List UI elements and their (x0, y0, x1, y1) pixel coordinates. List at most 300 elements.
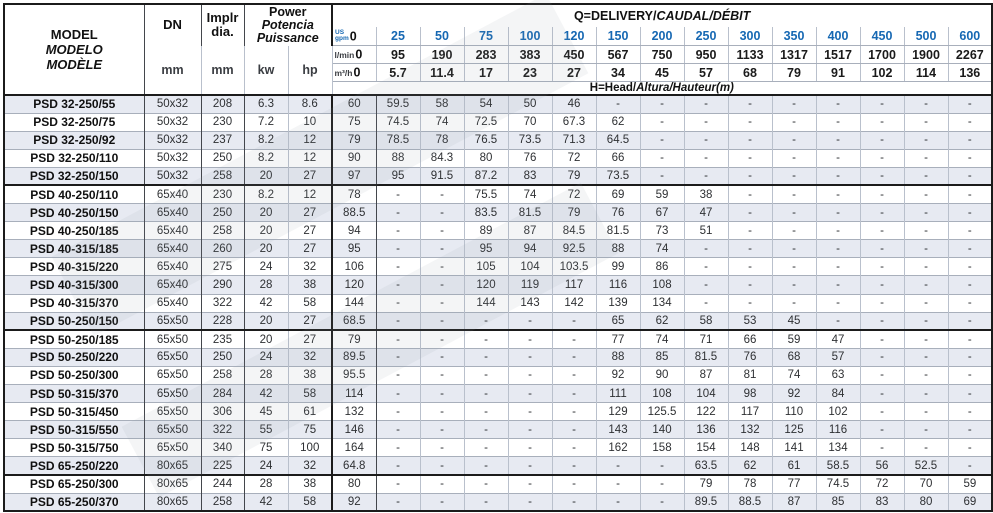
dn-cell: 50x32 (144, 167, 201, 185)
flow-unit-m3h (332, 64, 376, 82)
head-value-cell: - (376, 348, 420, 366)
head-value-cell: - (508, 457, 552, 475)
head-value-cell: - (816, 240, 860, 258)
head-value-cell: - (904, 403, 948, 421)
head-value-cell: - (967, 116, 972, 129)
head-value-cell: 92 (332, 493, 376, 511)
head-value-cell: - (420, 457, 464, 475)
head-value-cell: - (967, 441, 972, 454)
impeller-cell: 258 (201, 493, 244, 511)
head-value-cell: - (464, 330, 508, 348)
head-value-cell: - (948, 348, 992, 366)
head-value-cell: - (552, 493, 596, 511)
head-value-cell: 87 (508, 222, 552, 240)
model-cell: PSD 65-250/220 (4, 457, 144, 475)
head-value-cell: 61 (772, 457, 816, 475)
head-value-cell: 87.2 (464, 167, 508, 185)
head-value-cell: - (728, 240, 772, 258)
table-row (4, 204, 992, 222)
flow-m3h-col-25: 5.7 (376, 64, 420, 82)
head-value-cell: 72.5 (464, 113, 508, 131)
head-value-cell: - (772, 294, 816, 312)
head-value-cell: - (464, 421, 508, 439)
model-cell: PSD 32-250/55 (4, 95, 144, 113)
impeller-label-line1: Implr (206, 10, 239, 26)
kw-cell: 8.2 (244, 149, 288, 167)
flow-m3h-col-350: 79 (772, 64, 816, 82)
head-value-cell: - (904, 421, 948, 439)
head-value-cell: - (948, 167, 992, 185)
head-value-cell: - (816, 294, 860, 312)
head-value-cell: - (508, 493, 552, 511)
kw-cell: 24 (244, 258, 288, 276)
model-cell: PSD 65-250/300 (4, 475, 144, 493)
impeller-cell: 258 (201, 167, 244, 185)
head-value-cell: - (860, 113, 904, 131)
model-cell: PSD 50-250/150 (4, 312, 144, 330)
head-value-cell: - (904, 167, 948, 185)
head-value-cell: 98 (728, 385, 772, 403)
head-value-cell: - (508, 421, 552, 439)
head-value-cell: 50 (508, 95, 552, 113)
dn-cell: 50x32 (144, 95, 201, 113)
head-value-cell: - (640, 113, 684, 131)
head-value-cell: - (967, 333, 972, 346)
head-value-cell: - (860, 185, 904, 203)
dn-cell: 50x32 (144, 149, 201, 167)
head-value-cell: - (376, 475, 420, 493)
head-value-cell: - (728, 258, 772, 276)
head-value-cell: - (772, 113, 816, 131)
delivery-title-en: Q=DELIVERY/ (573, 9, 657, 23)
head-value-cell: - (376, 312, 420, 330)
head-value-cell: 122 (684, 403, 728, 421)
head-value-cell: 78.5 (376, 131, 420, 149)
head-value-cell: - (464, 403, 508, 421)
m3h-zero: 0 (353, 65, 361, 80)
delivery-title-intl: CAUDAL/DÉBIT (656, 9, 751, 23)
kw-cell: 28 (244, 366, 288, 384)
head-value-cell: 95.5 (332, 366, 376, 384)
head-value-cell: 64.8 (332, 457, 376, 475)
head-value-cell: 79 (332, 131, 376, 149)
kw-cell: 8.2 (244, 131, 288, 149)
head-value-cell: 81 (728, 366, 772, 384)
head-value-cell: - (640, 149, 684, 167)
head-value-cell: - (420, 185, 464, 203)
head-value-cell: 45 (772, 312, 816, 330)
model-cell: PSD 40-315/370 (4, 294, 144, 312)
lmin-zero: 0 (355, 47, 363, 62)
flow-gpm-col-75: 75 (464, 27, 508, 46)
head-value-cell: 83 (508, 167, 552, 185)
head-value-cell: 75 (332, 113, 376, 131)
head-value-cell: - (948, 457, 992, 475)
head-value-cell: - (376, 403, 420, 421)
head-value-cell: - (420, 258, 464, 276)
head-value-cell: 92 (596, 366, 640, 384)
head-value-cell: - (464, 366, 508, 384)
impeller-cell: 235 (201, 330, 244, 348)
head-value-cell: 77 (596, 330, 640, 348)
hp-label: hp (288, 46, 332, 96)
dn-cell: 80x65 (144, 475, 201, 493)
head-value-cell: - (860, 149, 904, 167)
head-value-cell: - (860, 385, 904, 403)
model-cell: PSD 65-250/370 (4, 493, 144, 511)
head-value-cell: 142 (552, 294, 596, 312)
head-value-cell: 85 (816, 493, 860, 511)
head-value-cell: 80 (332, 475, 376, 493)
power-label-es: Potencia (261, 17, 314, 32)
flow-m3h-col-400: 91 (816, 64, 860, 82)
table-row (4, 276, 992, 294)
head-value-cell: 83.5 (464, 204, 508, 222)
kw-cell: 8.2 (244, 185, 288, 203)
head-value-cell: - (684, 294, 728, 312)
impeller-label-line2: dia. (211, 24, 234, 40)
head-value-cell: - (376, 330, 420, 348)
kw-cell: 20 (244, 167, 288, 185)
head-value-cell: - (420, 240, 464, 258)
head-value-cell: 79 (552, 167, 596, 185)
head-value-cell: - (420, 403, 464, 421)
head-value-cell: - (420, 493, 464, 511)
head-value-cell: 88.5 (332, 204, 376, 222)
head-value-cell: - (860, 312, 904, 330)
table-body (4, 95, 992, 511)
head-value-cell: 70 (904, 475, 948, 493)
flow-unit-lmin (332, 46, 376, 64)
head-value-cell: 90 (332, 149, 376, 167)
head-value-cell: 65 (596, 312, 640, 330)
head-value-cell: 68 (772, 348, 816, 366)
power-label-en: Power (268, 4, 307, 19)
head-value-cell: 136 (684, 421, 728, 439)
dn-cell: 65x50 (144, 421, 201, 439)
model-cell: PSD 50-315/550 (4, 421, 144, 439)
table-row (4, 312, 992, 330)
head-value-cell: - (728, 113, 772, 131)
head-value-cell: - (552, 366, 596, 384)
model-cell: PSD 50-250/300 (4, 366, 144, 384)
head-value-cell: - (552, 348, 596, 366)
head-value-cell: - (684, 276, 728, 294)
head-value-cell: - (967, 369, 972, 382)
head-value-cell: - (420, 204, 464, 222)
flow-lmin-col-400: 1517 (816, 46, 860, 64)
head-value-cell: 125.5 (640, 403, 684, 421)
flow-lmin-col-450: 1700 (860, 46, 904, 64)
head-value-cell: - (860, 366, 904, 384)
head-value-cell: 78 (728, 475, 772, 493)
head-value-cell: 47 (684, 204, 728, 222)
impeller-cell: 208 (201, 95, 244, 113)
head-value-cell: - (684, 131, 728, 149)
dn-cell: 80x65 (144, 493, 201, 511)
hp-cell: 12 (288, 185, 332, 203)
head-value-cell: 143 (508, 294, 552, 312)
head-value-cell: - (904, 258, 948, 276)
head-value-cell: - (728, 294, 772, 312)
head-value-cell: 154 (684, 439, 728, 457)
head-value-cell: 158 (640, 439, 684, 457)
head-value-cell: 144 (332, 294, 376, 312)
head-value-cell: 148 (728, 439, 772, 457)
flow-lmin-col-200: 750 (640, 46, 684, 64)
head-value-cell: - (508, 475, 552, 493)
head-value-cell: 53 (728, 312, 772, 330)
dn-cell: 65x40 (144, 222, 201, 240)
impeller-cell: 275 (201, 258, 244, 276)
head-value-cell: - (816, 149, 860, 167)
gpm-zero: 0 (349, 29, 357, 44)
model-label-en: MODEL (50, 27, 98, 42)
head-value-cell: 76 (508, 149, 552, 167)
head-value-cell: - (904, 366, 948, 384)
head-value-cell: - (860, 330, 904, 348)
model-cell: PSD 40-250/150 (4, 204, 144, 222)
head-value-cell: - (904, 276, 948, 294)
column-header-power (244, 4, 332, 46)
head-value-cell: - (948, 204, 992, 222)
delivery-title (332, 4, 992, 27)
head-value-cell: - (420, 475, 464, 493)
flow-unit-gpm (332, 27, 376, 46)
head-value-cell: 90 (640, 366, 684, 384)
kw-cell: 45 (244, 403, 288, 421)
head-value-cell: - (904, 149, 948, 167)
head-value-cell: - (816, 113, 860, 131)
table-row (4, 131, 992, 149)
head-value-cell: 58.5 (816, 457, 860, 475)
head-value-cell: 140 (640, 421, 684, 439)
flow-gpm-col-300: 300 (728, 27, 772, 46)
head-value-cell: - (640, 475, 684, 493)
head-value-cell: - (948, 95, 992, 113)
head-value-cell: - (967, 297, 972, 310)
head-value-cell: 66 (728, 330, 772, 348)
hp-cell: 10 (288, 113, 332, 131)
head-value-cell: - (816, 222, 860, 240)
table-row (4, 475, 992, 493)
head-value-cell: 58 (684, 312, 728, 330)
head-value-cell: 132 (728, 421, 772, 439)
model-label-es: MODELO (45, 42, 103, 57)
hp-cell: 58 (288, 493, 332, 511)
impeller-cell: 228 (201, 312, 244, 330)
head-value-cell: 117 (728, 403, 772, 421)
head-value-cell: 81.5 (684, 348, 728, 366)
hp-cell: 32 (288, 457, 332, 475)
head-value-cell: 81.5 (596, 222, 640, 240)
flow-gpm-col-600: 600 (948, 27, 992, 46)
dn-cell: 50x32 (144, 113, 201, 131)
impeller-cell: 244 (201, 475, 244, 493)
head-value-cell: - (816, 131, 860, 149)
head-value-cell: 59 (640, 185, 684, 203)
head-value-cell: 87 (684, 366, 728, 384)
head-value-cell: - (772, 167, 816, 185)
model-cell: PSD 40-315/185 (4, 240, 144, 258)
hp-cell: 27 (288, 204, 332, 222)
flow-m3h-col-100: 23 (508, 64, 552, 82)
head-value-cell: 57 (816, 348, 860, 366)
model-cell: PSD 32-250/75 (4, 113, 144, 131)
head-label-intl: Altura/Hauteur(m) (636, 81, 734, 94)
impeller-cell: 322 (201, 294, 244, 312)
column-header-model (4, 4, 144, 95)
head-value-cell: - (684, 95, 728, 113)
kw-label: kw (244, 46, 288, 96)
head-value-cell: 59 (772, 330, 816, 348)
head-value-cell: 88 (596, 348, 640, 366)
head-value-cell: - (420, 348, 464, 366)
head-value-cell: - (948, 385, 992, 403)
head-value-cell: 162 (596, 439, 640, 457)
head-value-cell: - (596, 95, 640, 113)
dn-cell: 65x50 (144, 385, 201, 403)
flow-lmin-col-120: 450 (552, 46, 596, 64)
head-value-cell: - (420, 222, 464, 240)
impeller-cell: 284 (201, 385, 244, 403)
head-value-cell: 76 (728, 348, 772, 366)
head-value-cell: 79 (552, 204, 596, 222)
head-value-cell: - (904, 222, 948, 240)
head-value-cell: - (376, 222, 420, 240)
head-value-cell: - (816, 167, 860, 185)
lmin-unit-label: l/min (334, 49, 355, 60)
head-value-cell: 89.5 (332, 348, 376, 366)
flow-gpm-col-450: 450 (860, 27, 904, 46)
head-value-cell: 84 (816, 385, 860, 403)
head-value-cell: - (508, 366, 552, 384)
head-value-cell: 129 (596, 403, 640, 421)
flow-lmin-col-500: 1900 (904, 46, 948, 64)
flow-gpm-col-150: 150 (596, 27, 640, 46)
flow-gpm-col-250: 250 (684, 27, 728, 46)
table-header (4, 4, 992, 95)
head-value-cell: 77 (772, 475, 816, 493)
hp-cell: 12 (288, 149, 332, 167)
head-value-cell: 95 (332, 240, 376, 258)
flow-gpm-col-120: 120 (552, 27, 596, 46)
head-value-cell: 87 (772, 493, 816, 511)
dn-cell: 65x50 (144, 366, 201, 384)
head-value-cell: - (552, 312, 596, 330)
head-value-cell: - (640, 493, 684, 511)
impeller-unit: mm (201, 46, 244, 96)
head-value-cell: 85 (640, 348, 684, 366)
head-units-label (332, 82, 992, 96)
head-value-cell: - (420, 385, 464, 403)
head-value-cell: 86 (640, 258, 684, 276)
head-value-cell: - (904, 294, 948, 312)
head-value-cell: 164 (332, 439, 376, 457)
head-value-cell: - (772, 149, 816, 167)
head-value-cell: 95 (376, 167, 420, 185)
head-value-cell: - (948, 421, 992, 439)
head-value-cell: 74 (640, 330, 684, 348)
dn-cell: 65x40 (144, 258, 201, 276)
head-value-cell: 103.5 (552, 258, 596, 276)
flow-lmin-col-50: 190 (420, 46, 464, 64)
head-value-cell: - (816, 204, 860, 222)
head-value-cell: 58 (420, 95, 464, 113)
kw-cell: 24 (244, 348, 288, 366)
head-value-cell: - (772, 204, 816, 222)
table-row (4, 167, 992, 185)
head-value-cell: - (948, 276, 992, 294)
hp-cell: 75 (288, 421, 332, 439)
dn-cell: 65x40 (144, 204, 201, 222)
hp-cell: 38 (288, 366, 332, 384)
hp-cell: 32 (288, 348, 332, 366)
model-cell: PSD 50-250/220 (4, 348, 144, 366)
model-cell: PSD 40-250/110 (4, 185, 144, 203)
kw-cell: 42 (244, 294, 288, 312)
head-value-cell: 105 (464, 258, 508, 276)
head-value-cell: 62 (640, 312, 684, 330)
head-value-cell: - (508, 330, 552, 348)
head-value-cell: - (508, 439, 552, 457)
head-value-cell: 94 (508, 240, 552, 258)
head-value-cell: 134 (816, 439, 860, 457)
head-value-cell: - (640, 131, 684, 149)
kw-cell: 28 (244, 475, 288, 493)
flow-gpm-col-100: 100 (508, 27, 552, 46)
flow-lmin-col-150: 567 (596, 46, 640, 64)
dn-cell: 65x40 (144, 240, 201, 258)
head-value-cell: - (464, 439, 508, 457)
head-value-cell: 104 (508, 258, 552, 276)
flow-lmin-col-600: 2267 (948, 46, 992, 64)
dn-cell: 65x40 (144, 276, 201, 294)
head-value-cell: 111 (596, 385, 640, 403)
head-value-cell: 134 (640, 294, 684, 312)
hp-cell: 32 (288, 258, 332, 276)
head-value-cell: 69 (948, 493, 992, 511)
m3h-unit-label: m³/h (334, 67, 353, 78)
flow-gpm-col-200: 200 (640, 27, 684, 46)
flow-m3h-col-500: 114 (904, 64, 948, 82)
head-value-cell: - (552, 385, 596, 403)
head-value-cell: - (967, 152, 972, 165)
dn-cell: 65x50 (144, 403, 201, 421)
kw-cell: 20 (244, 204, 288, 222)
dn-cell: 65x50 (144, 439, 201, 457)
head-value-cell: - (860, 95, 904, 113)
gpm-unit-label: US gpm (335, 29, 349, 43)
dn-cell: 80x65 (144, 457, 201, 475)
model-cell: PSD 32-250/92 (4, 131, 144, 149)
head-value-cell: - (860, 131, 904, 149)
table-row (4, 222, 992, 240)
model-cell: PSD 32-250/110 (4, 149, 144, 167)
kw-cell: 42 (244, 493, 288, 511)
head-value-cell: - (552, 439, 596, 457)
head-value-cell: - (552, 457, 596, 475)
impeller-cell: 250 (201, 204, 244, 222)
head-value-cell: - (464, 493, 508, 511)
head-value-cell: - (816, 312, 860, 330)
head-value-cell: - (772, 185, 816, 203)
head-value-cell: 102 (816, 403, 860, 421)
head-value-cell: 144 (464, 294, 508, 312)
head-value-cell: 108 (640, 385, 684, 403)
hp-cell: 8.6 (288, 95, 332, 113)
head-value-cell: 91.5 (420, 167, 464, 185)
